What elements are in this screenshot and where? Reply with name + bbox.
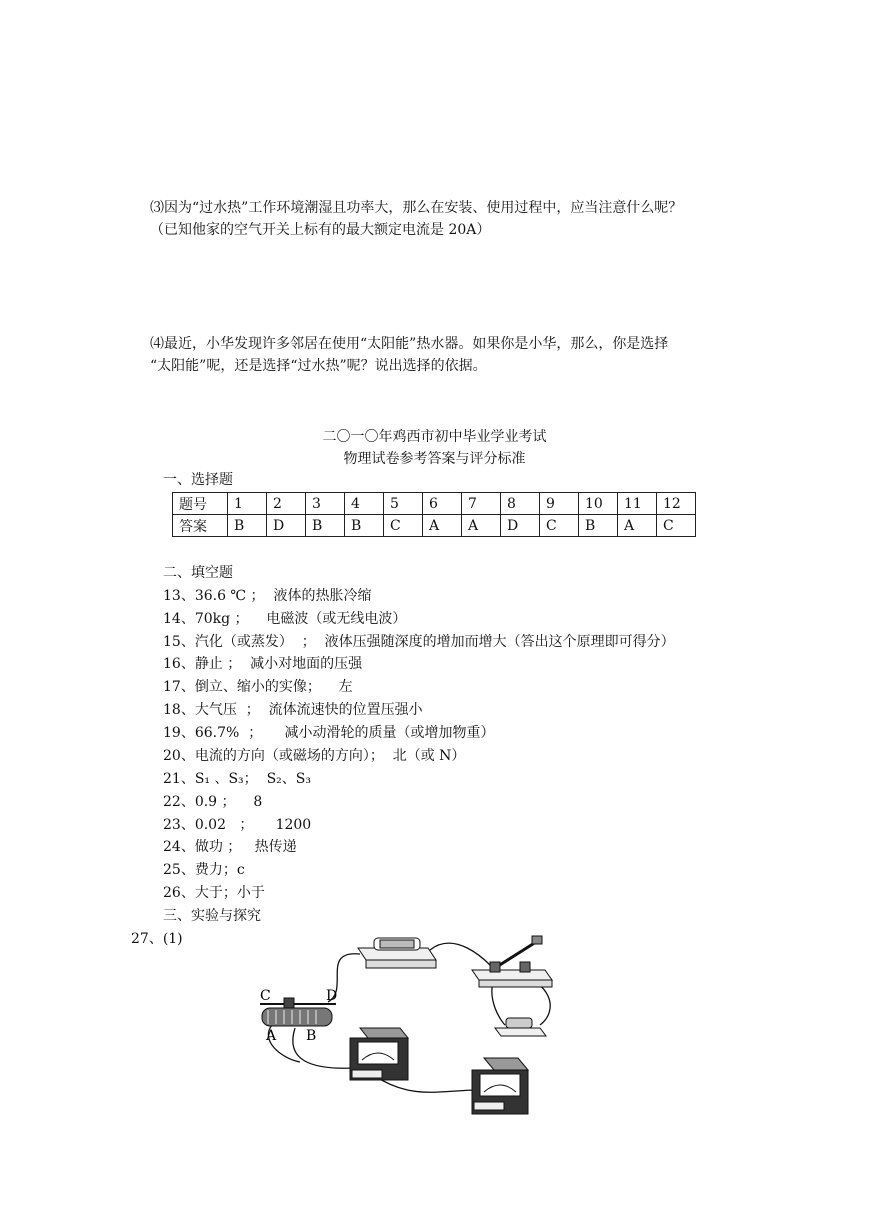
table-cell: 3 xyxy=(306,493,345,515)
table-cell: 12 xyxy=(657,493,696,515)
table-cell: 10 xyxy=(579,493,618,515)
table-cell: C xyxy=(540,515,579,537)
table-cell: B xyxy=(228,515,267,537)
question-27-label: 27、(1) xyxy=(131,931,183,947)
table-cell: 1 xyxy=(228,493,267,515)
table-cell: C xyxy=(657,515,696,537)
answer-title: 二〇一〇年鸡西市初中毕业学业考试 xyxy=(322,429,547,445)
table-cell: A xyxy=(423,515,462,537)
wire xyxy=(293,1028,355,1068)
table-cell: 7 xyxy=(462,493,501,515)
table-row xyxy=(173,493,696,515)
fill-answer: 23、0.02 ； 1200 xyxy=(163,817,312,833)
switch xyxy=(472,936,552,987)
table-cell: A xyxy=(462,515,501,537)
q4-line2: “太阳能”呢，还是选择“过水热”呢？说出选择的依据。 xyxy=(150,358,487,374)
table-cell: 4 xyxy=(345,493,384,515)
fill-answer: 21、S₁ 、S₃； S₂、S₃ xyxy=(163,771,311,787)
table-cell: B xyxy=(579,515,618,537)
table-cell: 2 xyxy=(267,493,306,515)
table-cell: D xyxy=(267,515,306,537)
ammeter xyxy=(350,1028,408,1080)
voltmeter xyxy=(472,1058,528,1114)
section-heading-experiment: 三、实验与探究 xyxy=(163,908,261,924)
q3-line1: ⑶因为“过水热”工作环境潮湿且功率大，那么在安装、使用过程中，应当注意什么呢？ xyxy=(150,200,683,216)
table-cell: D xyxy=(501,515,540,537)
fill-answer: 15、汽化（或蒸发） ； 液体压强随深度的增加而增大（答出这个原理即可得分） xyxy=(163,634,675,650)
label-d: D xyxy=(326,988,338,1004)
fill-answer: 24、做功 ； 热传递 xyxy=(163,839,297,855)
fill-answer: 19、66.7% ； 减小动滑轮的质量（或增加物重） xyxy=(163,725,495,741)
fill-answer: 18、大气压 ； 流体流速快的位置压强小 xyxy=(163,702,423,718)
circuit-figure xyxy=(240,930,570,1130)
fill-answer: 17、倒立、缩小的实像； 左 xyxy=(163,679,353,695)
fill-answer: 20、电流的方向（或磁场的方向）； 北（或 N） xyxy=(163,748,466,764)
wire xyxy=(430,943,490,965)
label-b: B xyxy=(306,1028,317,1044)
fill-answer: 13、36.6 ℃ ； 液体的热胀冷缩 xyxy=(163,588,372,604)
table-row xyxy=(173,515,696,537)
table-cell: 9 xyxy=(540,493,579,515)
fill-answer: 26、大于；小于 xyxy=(163,885,265,901)
fill-answer: 16、静止 ； 减小对地面的压强 xyxy=(163,656,363,672)
fill-answer: 25、费力；c xyxy=(163,862,245,878)
rheostat xyxy=(260,998,336,1026)
table-cell: 11 xyxy=(618,493,657,515)
section-heading-choice: 一、选择题 xyxy=(163,472,233,488)
table-cell: 题号 xyxy=(173,493,228,515)
fill-answer: 14、70kg ； 电磁波（或无线电波） xyxy=(163,611,407,627)
section-heading-fill: 二、填空题 xyxy=(163,565,233,581)
label-a: A xyxy=(266,1028,277,1044)
fill-answer: 22、0.9 ； 8 xyxy=(163,794,263,810)
table-cell: 5 xyxy=(384,493,423,515)
table-cell: 答案 xyxy=(173,515,228,537)
answer-subtitle: 物理试卷参考答案与评分标准 xyxy=(343,451,526,467)
table-cell: B xyxy=(345,515,384,537)
table-cell: C xyxy=(384,515,423,537)
table-cell: 8 xyxy=(501,493,540,515)
label-c: C xyxy=(260,988,271,1004)
table-cell: 6 xyxy=(423,493,462,515)
battery-box xyxy=(358,938,436,968)
q4-line1: ⑷最近，小华发现许多邻居在使用“太阳能”热水器。如果你是小华，那么，你是选择 xyxy=(150,336,669,352)
table-cell: B xyxy=(306,515,345,537)
q3-line2: （已知他家的空气开关上标有的最大额定电流是 20A） xyxy=(150,222,491,238)
answer-table xyxy=(172,492,696,537)
table-cell: A xyxy=(618,515,657,537)
lamp xyxy=(495,1018,546,1036)
